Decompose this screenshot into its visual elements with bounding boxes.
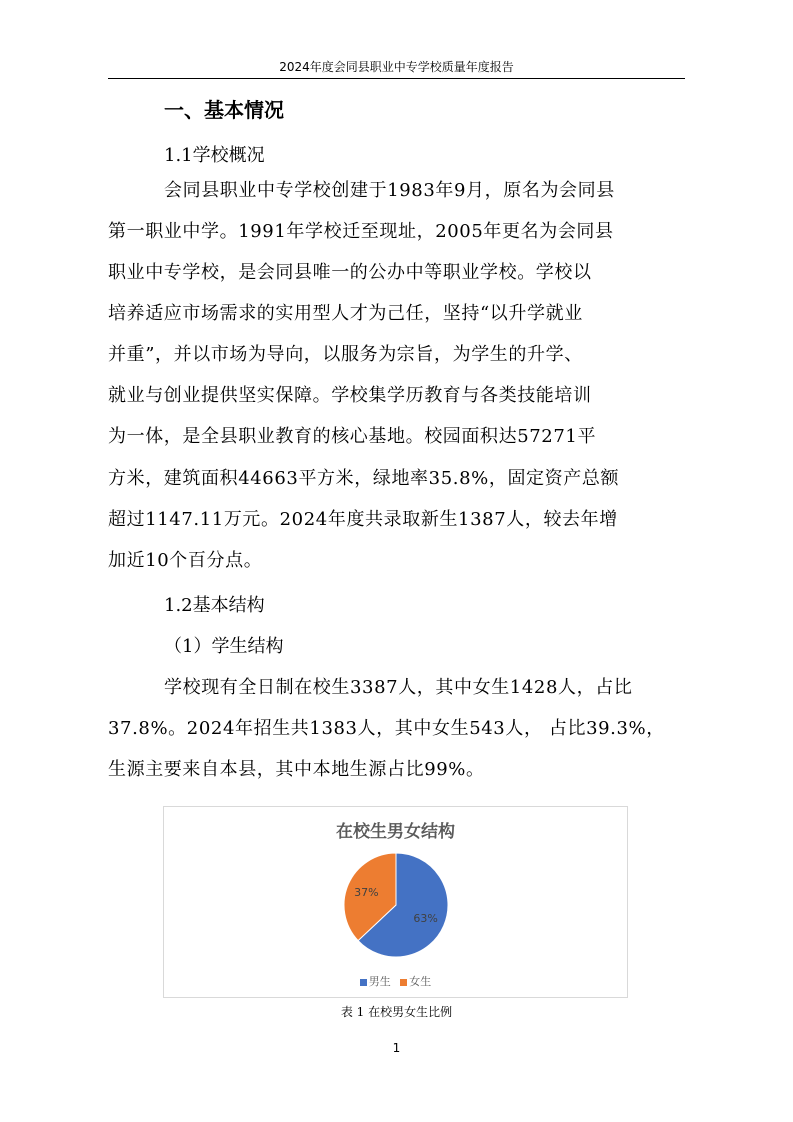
gender-pie-chart (163, 806, 628, 998)
paragraph-line: 学校现有全日制在校生3387人，其中女生1428人，占比 (164, 677, 633, 698)
legend-swatch-female (400, 979, 407, 986)
paragraph-line: 并重”，并以市场为导向，以服务为宗旨，为学生的升学、 (108, 344, 583, 365)
paragraph-line: 加近10个百分点。 (108, 550, 263, 571)
legend-swatch-male (360, 979, 367, 986)
subsection-title-student-structure: （1）学生结构 (164, 636, 284, 657)
legend-entry-male (360, 975, 395, 988)
paragraph-line: 培养适应市场需求的实用型人才为己任，坚持“以升学就业 (108, 303, 583, 324)
paragraph-line: 生源主要来自本县，其中本地生源占比99%。 (108, 759, 485, 780)
paragraph-line: 超过1147.11万元。2024年度共录取新生1387人，较去年增 (108, 509, 618, 530)
paragraph-line: 37.8%。2024年招生共1383人，其中女生543人， 占比39.3%， (108, 718, 665, 739)
page-number: 1 (392, 1041, 401, 1055)
pie-label-female: 37% (354, 886, 379, 900)
subsection-title-basic-structure: 1.2基本结构 (164, 595, 265, 616)
pie-chart-svg (164, 807, 627, 997)
paragraph-line: 第一职业中学。1991年学校迁至现址，2005年更名为会同县 (108, 221, 614, 242)
legend-entry-female (400, 975, 431, 988)
paragraph-line: 会同县职业中专学校创建于1983年9月，原名为会同县 (164, 180, 615, 201)
section-title-basic-info: 一、基本情况 (164, 98, 284, 122)
page-header: 2024年度会同县职业中专学校质量年度报告 (108, 56, 685, 79)
pie-label-male: 63% (413, 911, 438, 925)
subsection-title-school-overview: 1.1学校概况 (164, 145, 265, 166)
paragraph-line: 为一体，是全县职业教育的核心基地。校园面积达57271平 (108, 426, 597, 447)
chart-legend (164, 973, 627, 989)
paragraph-line: 就业与创业提供坚实保障。学校集学历教育与各类技能培训 (108, 385, 592, 406)
paragraph-line: 方米，建筑面积44663平方米，绿地率35.8%，固定资产总额 (108, 468, 620, 489)
chart-caption: 表 1 在校男女生比例 (340, 1005, 453, 1019)
legend-label-female: 女生 (409, 975, 432, 988)
legend-label-male: 男生 (368, 975, 391, 988)
chart-title: 在校生男女结构 (336, 822, 455, 842)
paragraph-line: 职业中专学校，是会同县唯一的公办中等职业学校。学校以 (108, 262, 592, 283)
